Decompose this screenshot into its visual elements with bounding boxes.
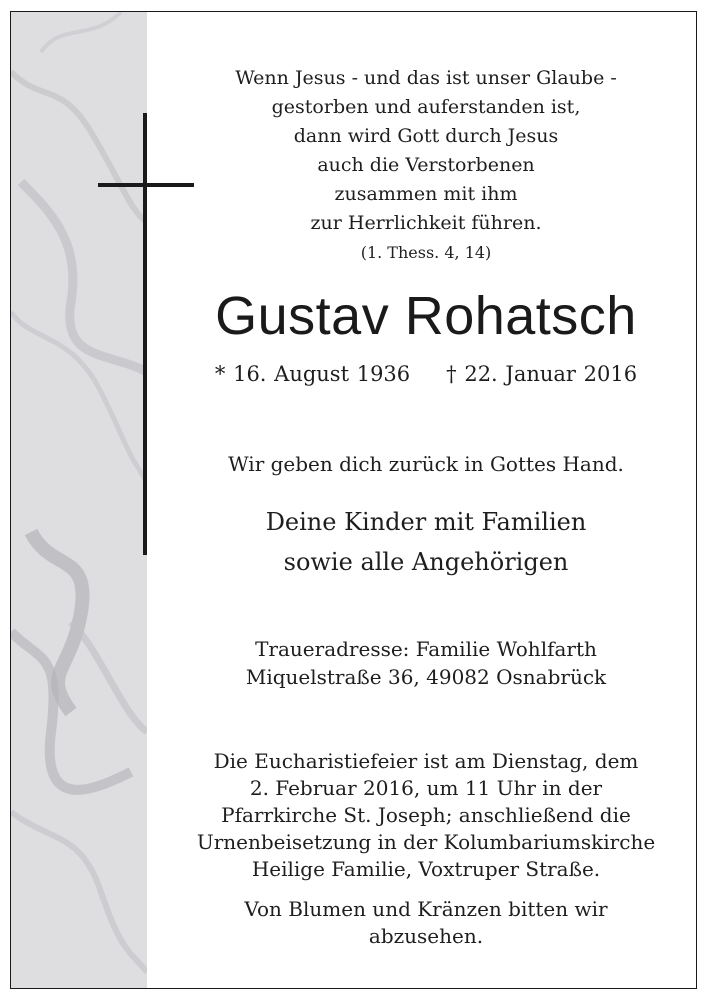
flowers-line: abzusehen. (368, 924, 484, 948)
marble-texture (11, 12, 147, 988)
obituary-notice (10, 11, 697, 989)
verse-line: zusammen mit ihm (334, 183, 518, 205)
verse-line: dann wird Gott durch Jesus (293, 125, 559, 147)
flowers-line: Von Blumen und Kränzen bitten wir (244, 897, 608, 921)
verse-line: zur Herrlichkeit führen. (310, 212, 542, 234)
address-line: Traueradresse: Familie Wohlfarth (255, 637, 597, 661)
bible-verse (157, 64, 695, 267)
farewell-text: Wir geben dich zurück in Gottes Hand. (228, 452, 624, 476)
flowers-note (157, 896, 695, 950)
address-line: Miquelstraße 36, 49082 Osnabrück (245, 665, 607, 689)
service-line: Pfarrkirche St. Joseph; anschließend die (221, 803, 631, 827)
service-info (157, 748, 695, 883)
marble-panel (11, 12, 147, 988)
mourners-line: Deine Kinder mit Familien (265, 508, 587, 536)
verse-line: auch die Verstorbenen (317, 154, 535, 176)
service-line: 2. Februar 2016, um 11 Uhr in der (249, 776, 603, 800)
verse-line: Wenn Jesus - und das ist unser Glaube - (235, 67, 617, 89)
deceased-name: Gustav Rohatsch (215, 286, 637, 346)
mourning-address (157, 635, 695, 691)
death-date: † 22. Januar 2016 (446, 362, 638, 386)
service-line: Urnenbeisetzung in der Kolumbariumskirche (196, 830, 656, 854)
mourners-line: sowie alle Angehörigen (283, 548, 569, 576)
birth-date: * 16. August 1936 (214, 362, 411, 386)
life-dates (157, 362, 695, 386)
cross-vertical-bar (143, 113, 147, 555)
service-line: Die Eucharistiefeier ist am Dienstag, dem (213, 749, 639, 773)
verse-reference: (1. Thess. 4, 14) (360, 243, 492, 262)
verse-line: gestorben und auferstanden ist, (271, 96, 581, 118)
service-line: Heilige Familie, Voxtruper Straße. (251, 857, 601, 881)
mourners (157, 502, 695, 582)
